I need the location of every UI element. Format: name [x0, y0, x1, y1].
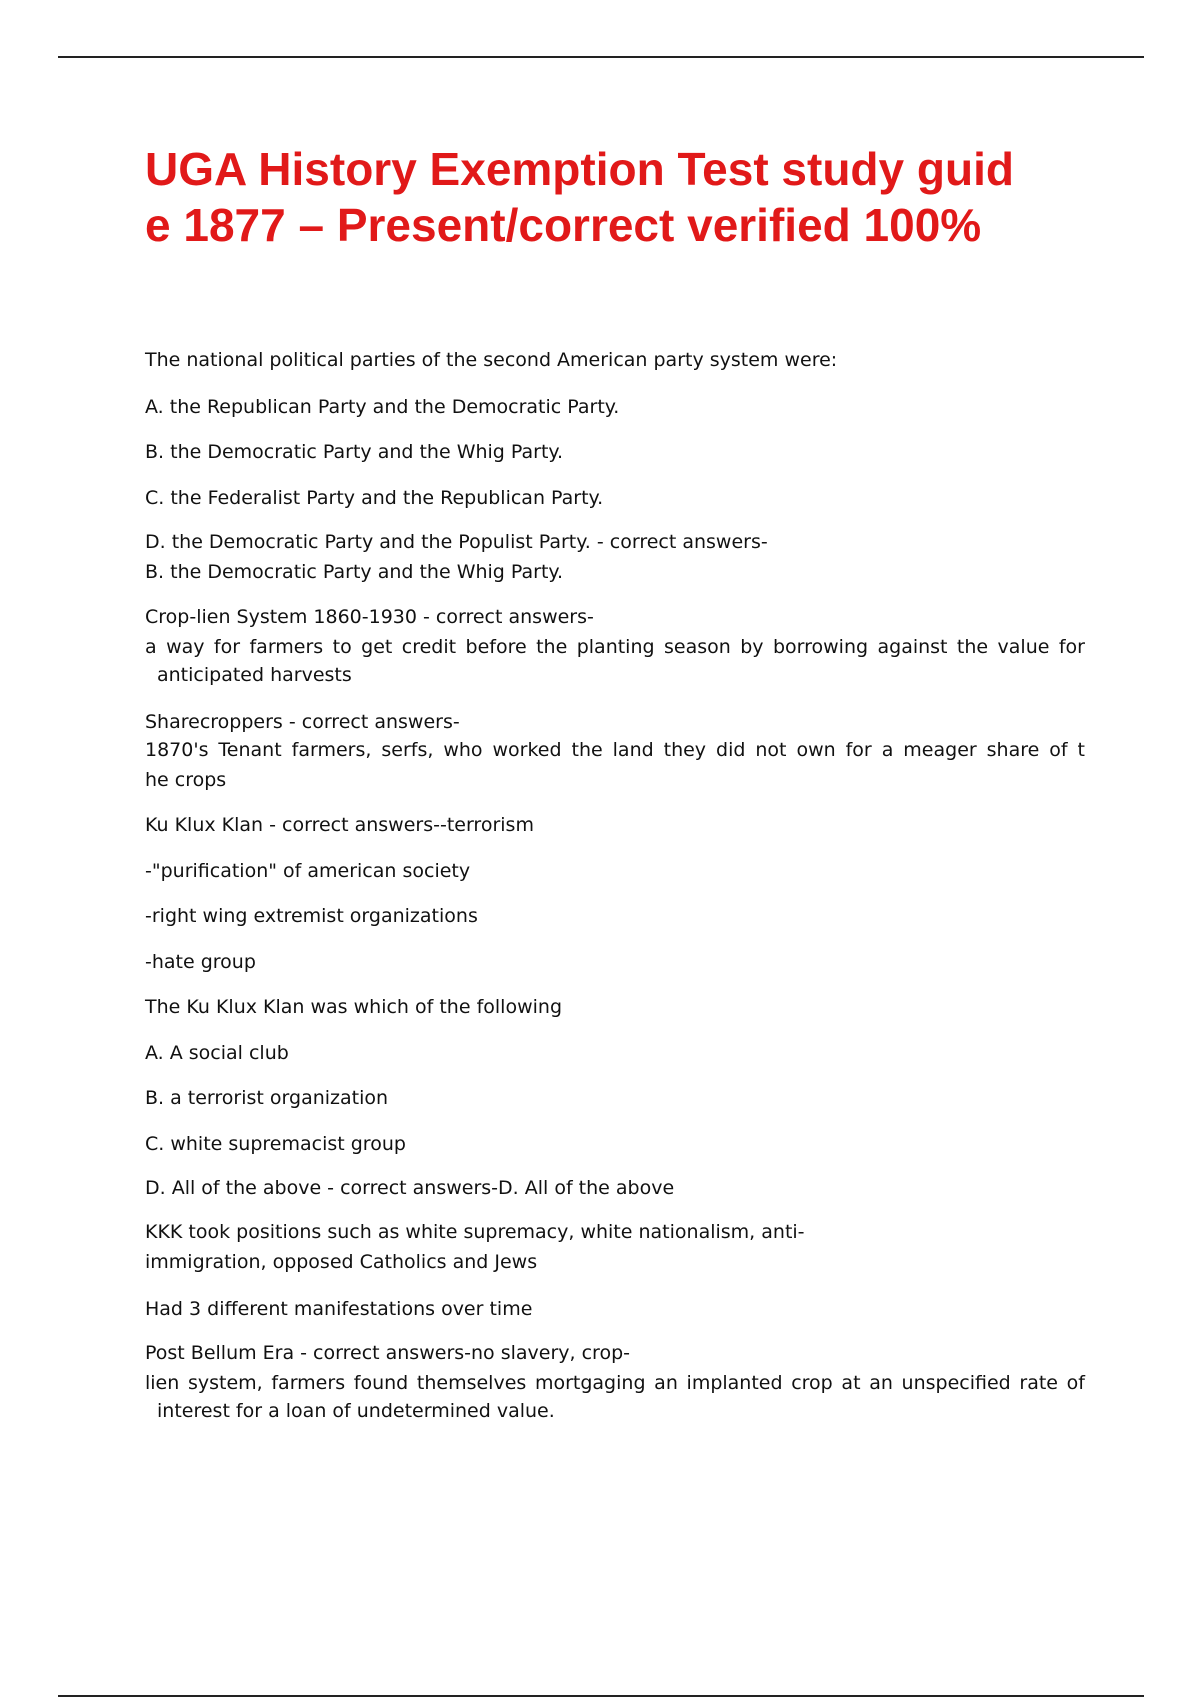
option-a: A. the Republican Party and the Democratic Party.	[145, 396, 620, 418]
definition-text: he crops	[145, 769, 227, 791]
answer-text: B. the Democratic Party and the Whig Party.	[145, 561, 563, 583]
bullet-item: -hate group	[145, 951, 256, 973]
body-text: immigration, opposed Catholics and Jews	[145, 1251, 538, 1273]
bottom-rule	[58, 1695, 1144, 1697]
definition-text: a way for farmers to get credit before the planting season by borrowing against the value for	[145, 636, 1085, 658]
option-c: C. the Federalist Party and the Republican Party.	[145, 487, 604, 509]
bullet-item: -"purification" of american society	[145, 860, 471, 882]
term-crop-lien: Crop-lien System 1860-1930 - correct answers-	[145, 606, 594, 628]
option-d: D. All of the above - correct answers-D. All of the above	[145, 1177, 675, 1199]
body-text: Had 3 different manifestations over time	[145, 1298, 533, 1320]
title-line: e 1877 – Present/correct verified 100%	[145, 199, 982, 251]
top-rule	[58, 56, 1144, 58]
document-title	[145, 141, 1085, 253]
option-d: D. the Democratic Party and the Populist Party. - correct answers-	[145, 531, 768, 553]
body-text: KKK took positions such as white supremacy, white nationalism, anti-	[145, 1221, 805, 1243]
option-b: B. the Democratic Party and the Whig Party.	[145, 441, 563, 463]
question-text: The Ku Klux Klan was which of the following	[145, 996, 562, 1018]
question-text: The national political parties of the second American party system were:	[145, 349, 838, 371]
definition-text: anticipated harvests	[157, 664, 352, 686]
title-line: UGA History Exemption Test study guid	[145, 143, 1014, 195]
term-sharecroppers: Sharecroppers - correct answers-	[145, 711, 460, 733]
definition-text: interest for a loan of undetermined value.	[157, 1400, 555, 1422]
term-kkk: Ku Klux Klan - correct answers--terrorism	[145, 814, 534, 836]
option-a: A. A social club	[145, 1042, 289, 1064]
definition-text: 1870's Tenant farmers, serfs, who worked the land they did not own for a meager share of t	[145, 739, 1085, 761]
option-b: B. a terrorist organization	[145, 1087, 389, 1109]
definition-text: lien system, farmers found themselves mortgaging an implanted crop at an unspecified rate of	[145, 1372, 1085, 1394]
bullet-item: -right wing extremist organizations	[145, 905, 478, 927]
term-post-bellum: Post Bellum Era - correct answers-no slavery, crop-	[145, 1342, 630, 1364]
option-c: C. white supremacist group	[145, 1133, 406, 1155]
